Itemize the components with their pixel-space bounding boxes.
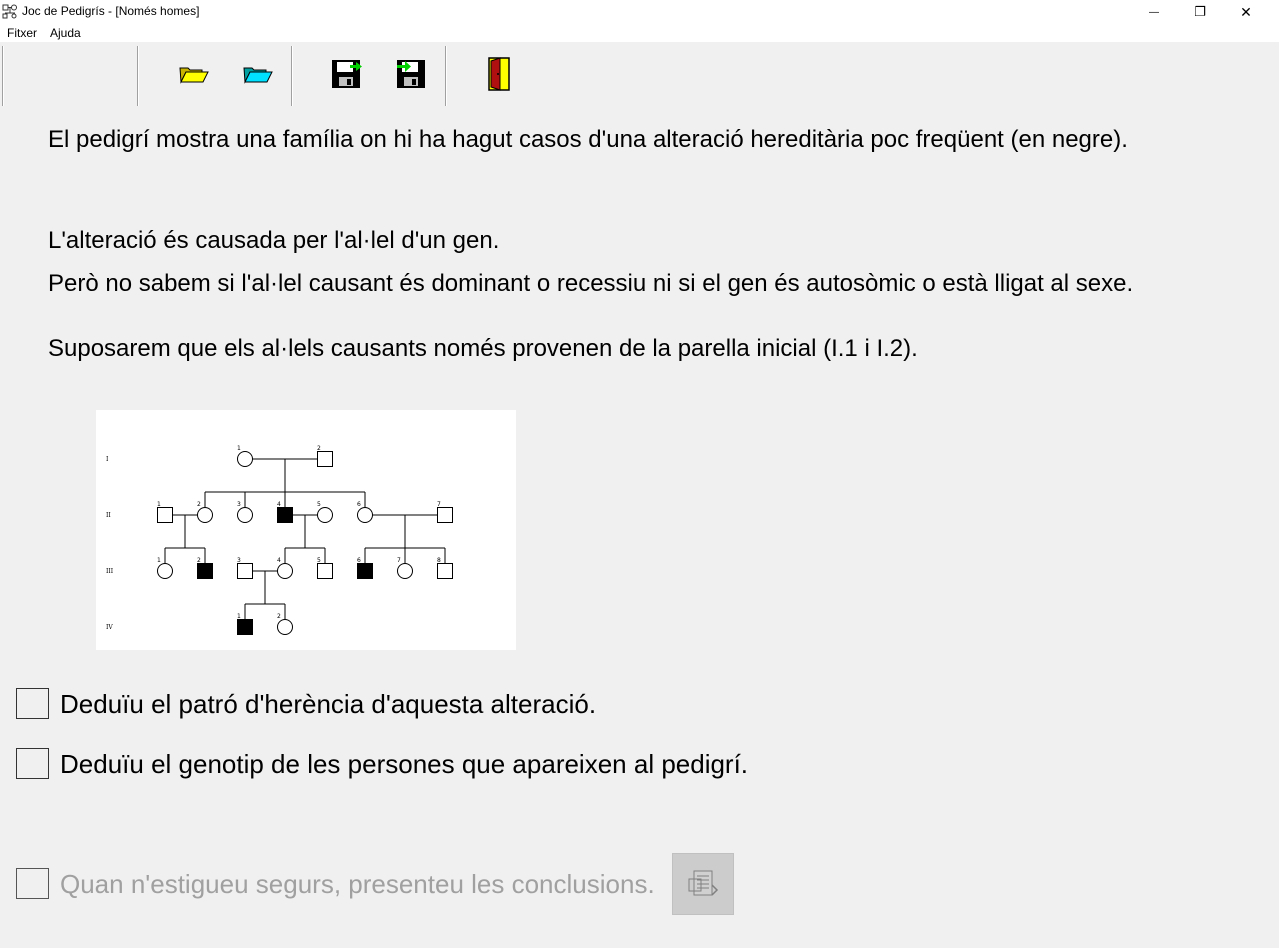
- intro-paragraph: El pedigrí mostra una família on hi ha hagut casos d'una alteració hereditària poc freqüent (en negre).: [48, 126, 1128, 153]
- open-button[interactable]: [176, 56, 212, 92]
- save-import-button[interactable]: [393, 56, 429, 92]
- male-symbol: [358, 564, 373, 579]
- present-conclusions-button[interactable]: [672, 853, 734, 915]
- individual-number: 5: [317, 501, 321, 508]
- individual-number: 6: [357, 557, 361, 564]
- female-symbol: [318, 508, 333, 523]
- toolbar-separator: [137, 46, 139, 106]
- individual-number: 1: [237, 613, 241, 620]
- restore-button[interactable]: [1177, 0, 1223, 24]
- male-symbol: [318, 564, 333, 579]
- title-bar: [0, 0, 1279, 24]
- window-title: Joc de Pedigrís - [Només homes]: [22, 4, 200, 18]
- toolbar-separator: [2, 46, 4, 106]
- individual-number: 1: [157, 557, 161, 564]
- individual-number: 2: [197, 557, 201, 564]
- individual-number: 2: [277, 613, 281, 620]
- task-present-label: Quan n'estigueu segurs, presenteu les conclusions.: [60, 869, 655, 899]
- unknown-paragraph: Però no sabem si l'al·lel causant és dominant o recessiu ni si el gen és autosòmic o està lligat al sexe.: [48, 270, 1134, 297]
- toolbar: [0, 42, 1279, 108]
- generation-label: IV: [106, 624, 113, 631]
- exit-button[interactable]: [481, 56, 517, 92]
- task-inheritance-checkbox[interactable]: [16, 688, 49, 719]
- generation-label: II: [106, 512, 111, 519]
- pedigree-canvas: [96, 410, 516, 650]
- female-symbol: [278, 564, 293, 579]
- save-floppy-arrow-in-icon: [395, 58, 427, 90]
- individual-number: 3: [237, 557, 241, 564]
- individual-number: 5: [317, 557, 321, 564]
- open-alt-button[interactable]: [240, 56, 276, 92]
- individual-number: 2: [317, 445, 321, 452]
- female-symbol: [158, 564, 173, 579]
- individual-number: 4: [277, 557, 281, 564]
- minimize-icon: —: [1149, 6, 1159, 18]
- task-present-checkbox[interactable]: [16, 868, 49, 899]
- individual-number: 1: [157, 501, 161, 508]
- male-symbol: [238, 564, 253, 579]
- individual-number: 8: [437, 557, 441, 564]
- menu-ajuda[interactable]: Ajuda: [50, 26, 81, 40]
- open-folder-cyan-icon: [242, 62, 274, 86]
- close-button[interactable]: [1223, 0, 1269, 24]
- save-floppy-arrow-out-icon: [330, 58, 362, 90]
- generation-label: I: [106, 456, 109, 463]
- individual-number: 7: [437, 501, 441, 508]
- save-export-button[interactable]: [328, 56, 364, 92]
- individual-number: 4: [277, 501, 281, 508]
- male-symbol: [438, 564, 453, 579]
- menu-bar: [0, 24, 1279, 42]
- female-symbol: [358, 508, 373, 523]
- male-symbol: [318, 452, 333, 467]
- menu-fitxer[interactable]: Fitxer: [7, 26, 37, 40]
- individual-number: 2: [197, 501, 201, 508]
- female-symbol: [278, 620, 293, 635]
- female-symbol: [238, 508, 253, 523]
- male-symbol: [198, 564, 213, 579]
- individual-number: 1: [237, 445, 241, 452]
- pedigree-diagram: [96, 410, 516, 650]
- female-symbol: [398, 564, 413, 579]
- minimize-button[interactable]: [1131, 0, 1177, 24]
- task-genotype-label: Deduïu el genotip de les persones que apareixen al pedigrí.: [60, 749, 749, 779]
- individual-number: 7: [397, 557, 401, 564]
- app-pedigree-icon: [2, 4, 18, 20]
- male-symbol: [438, 508, 453, 523]
- cause-paragraph: L'alteració és causada per l'al·lel d'un gen.: [48, 227, 500, 254]
- assumption-paragraph: Suposarem que els al·lels causants només provenen de la parella inicial (I.1 i I.2).: [48, 335, 918, 362]
- female-symbol: [238, 452, 253, 467]
- male-symbol: [158, 508, 173, 523]
- open-folder-yellow-icon: [178, 62, 210, 86]
- individual-number: 6: [357, 501, 361, 508]
- exit-door-icon: [487, 57, 511, 91]
- task-inheritance-label: Deduïu el patró d'herència d'aquesta alteració.: [60, 689, 597, 719]
- generation-label: III: [106, 568, 114, 575]
- female-symbol: [198, 508, 213, 523]
- close-icon: ✕: [1240, 3, 1252, 20]
- present-report-icon: [686, 867, 720, 901]
- male-symbol: [278, 508, 293, 523]
- restore-icon: ❐: [1194, 4, 1206, 19]
- individual-number: 3: [237, 501, 241, 508]
- task-genotype-checkbox[interactable]: [16, 748, 49, 779]
- toolbar-separator: [291, 46, 293, 106]
- toolbar-separator: [445, 46, 447, 106]
- male-symbol: [238, 620, 253, 635]
